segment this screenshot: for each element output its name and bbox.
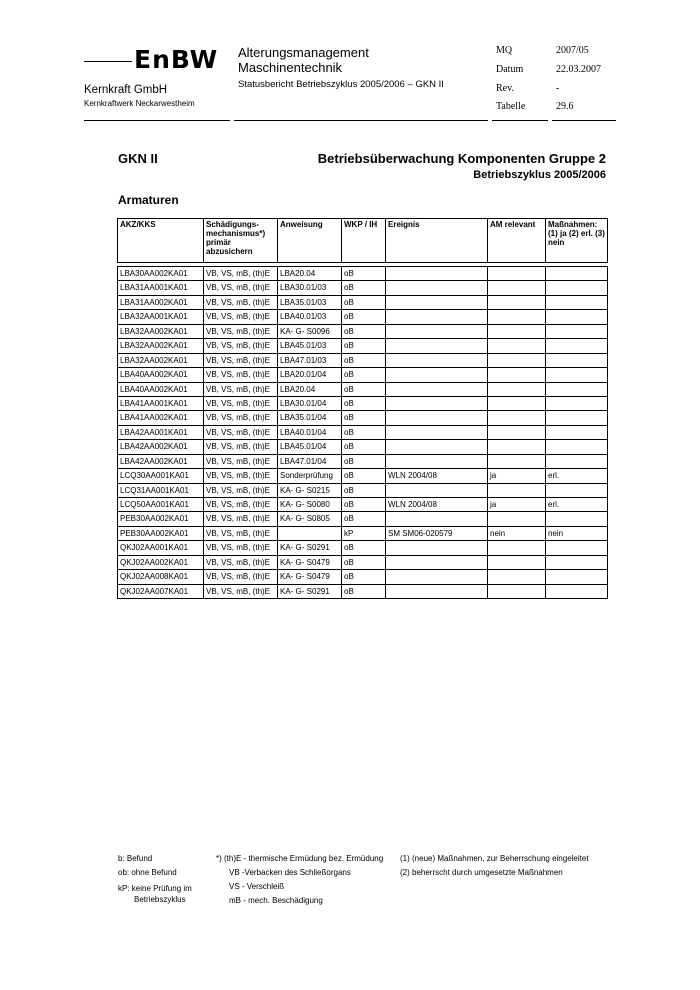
table-cell	[386, 425, 488, 439]
table-cell: oB	[342, 555, 386, 569]
header-divider-2	[234, 120, 488, 121]
table-cell: oB	[342, 483, 386, 497]
table-row	[118, 570, 608, 584]
meta-label-mq: MQ	[496, 45, 513, 56]
table-cell	[278, 526, 342, 540]
table-cell	[488, 281, 546, 295]
table-cell: KA- G- S0215	[278, 483, 342, 497]
table-cell: LBA31AA001KA01	[118, 281, 204, 295]
col-header-am-relevant: AM relevant	[488, 219, 546, 263]
company-name: Kernkraft GmbH	[84, 84, 168, 96]
col-header-wkp: WKP / IH	[342, 219, 386, 263]
table-cell: LCQ31AA001KA01	[118, 483, 204, 497]
table-cell	[386, 281, 488, 295]
table-cell	[488, 483, 546, 497]
table-cell	[546, 411, 608, 425]
table-cell: VB, VS, mB, (th)E	[204, 526, 278, 540]
table-cell: QKJ02AA007KA01	[118, 584, 204, 598]
table-cell: LBA40AA002KA01	[118, 382, 204, 396]
table-cell: LBA45.01/03	[278, 339, 342, 353]
table-cell: oB	[342, 498, 386, 512]
table-cell	[488, 339, 546, 353]
col-header-akz: AKZ/KKS	[118, 219, 204, 263]
header-divider-1	[84, 120, 230, 121]
table-row	[118, 267, 608, 281]
table-cell	[386, 396, 488, 410]
table-cell: LBA30.01/03	[278, 281, 342, 295]
table-row	[118, 483, 608, 497]
table-cell: LBA40AA002KA01	[118, 368, 204, 382]
unit-label: GKN II	[118, 151, 158, 166]
table-cell: oB	[342, 295, 386, 309]
table-row	[118, 498, 608, 512]
table-cell	[488, 396, 546, 410]
legend-item: VS - Verschleiß	[229, 882, 285, 891]
table-cell: oB	[342, 324, 386, 338]
table-cell: LBA32AA002KA01	[118, 324, 204, 338]
section-title: Betriebsüberwachung Komponenten Gruppe 2	[317, 151, 606, 166]
table-cell: PEB30AA002KA01	[118, 526, 204, 540]
table-cell: oB	[342, 310, 386, 324]
header-divider-4	[552, 120, 616, 121]
table-row	[118, 324, 608, 338]
table-cell	[546, 281, 608, 295]
table-cell: Sonderprüfung	[278, 469, 342, 483]
table-cell: oB	[342, 396, 386, 410]
table-row	[118, 353, 608, 367]
components-table	[117, 218, 608, 599]
table-cell	[546, 353, 608, 367]
table-row	[118, 425, 608, 439]
table-cell	[386, 382, 488, 396]
table-cell: LBA41AA001KA01	[118, 396, 204, 410]
table-cell: LBA41AA002KA01	[118, 411, 204, 425]
table-cell: QKJ02AA002KA01	[118, 555, 204, 569]
table-cell	[488, 382, 546, 396]
legend-item: b: Befund	[118, 854, 153, 863]
table-cell	[488, 310, 546, 324]
table-cell: LBA20.04	[278, 382, 342, 396]
table-cell: LBA32AA002KA01	[118, 353, 204, 367]
table-cell: VB, VS, mB, (th)E	[204, 498, 278, 512]
table-cell	[386, 454, 488, 468]
table-cell: KA- G- S0291	[278, 584, 342, 598]
legend-item: Betriebszyklus	[134, 895, 186, 904]
subsection-title: Armaturen	[118, 193, 179, 207]
table-cell: oB	[342, 469, 386, 483]
table-cell: oB	[342, 382, 386, 396]
table-cell: VB, VS, mB, (th)E	[204, 368, 278, 382]
table-cell	[386, 512, 488, 526]
table-cell: VB, VS, mB, (th)E	[204, 396, 278, 410]
table-cell: oB	[342, 267, 386, 281]
table-cell	[488, 295, 546, 309]
table-cell: LBA20.01/04	[278, 368, 342, 382]
legend-item: kP: keine Prüfung im	[118, 884, 192, 893]
table-cell: KA- G- S0479	[278, 555, 342, 569]
table-cell: WLN 2004/08	[386, 498, 488, 512]
legend-item: mB - mech. Beschädigung	[229, 896, 323, 905]
table-cell: oB	[342, 368, 386, 382]
table-cell: oB	[342, 339, 386, 353]
legend-item: (2) beherrscht durch umgesetzte Maßnahmen	[400, 868, 563, 877]
table-cell: VB, VS, mB, (th)E	[204, 584, 278, 598]
logo-line	[84, 61, 132, 62]
meta-value-mq: 2007/05	[556, 45, 589, 56]
table-cell	[546, 570, 608, 584]
table-cell: LBA32AA002KA01	[118, 339, 204, 353]
table-cell	[386, 541, 488, 555]
table-cell: LBA20.04	[278, 267, 342, 281]
table-cell	[386, 368, 488, 382]
table-header-row	[118, 219, 608, 263]
legend-column-1	[118, 852, 192, 905]
table-row	[118, 339, 608, 353]
table-cell: LBA42AA002KA01	[118, 454, 204, 468]
table-cell	[488, 324, 546, 338]
table-cell	[546, 454, 608, 468]
table-cell	[546, 555, 608, 569]
table-cell: LBA35.01/03	[278, 295, 342, 309]
col-header-anweisung: Anweisung	[278, 219, 342, 263]
table-cell	[488, 555, 546, 569]
table-cell: LBA40.01/04	[278, 425, 342, 439]
table-cell	[386, 267, 488, 281]
table-cell	[546, 310, 608, 324]
table-cell	[386, 584, 488, 598]
meta-label-datum: Datum	[496, 64, 524, 75]
table-row	[118, 382, 608, 396]
table-cell: VB, VS, mB, (th)E	[204, 339, 278, 353]
table-cell	[546, 512, 608, 526]
table-cell	[488, 584, 546, 598]
plant-name: Kernkraftwerk Neckarwestheim	[84, 99, 195, 108]
table-row	[118, 469, 608, 483]
table-cell	[488, 570, 546, 584]
table-cell: VB, VS, mB, (th)E	[204, 382, 278, 396]
table-cell	[488, 411, 546, 425]
table-row	[118, 584, 608, 598]
table-cell	[386, 295, 488, 309]
table-cell	[386, 440, 488, 454]
table-row	[118, 396, 608, 410]
table-cell: oB	[342, 512, 386, 526]
table-cell: SM SM06-020579	[386, 526, 488, 540]
table-cell: nein	[488, 526, 546, 540]
table-cell: LBA30.01/04	[278, 396, 342, 410]
meta-value-tabelle: 29.6	[556, 101, 574, 112]
table-cell: WLN 2004/08	[386, 469, 488, 483]
table-cell	[546, 541, 608, 555]
legend-item: (1) (neue) Maßnahmen, zur Beherrschung eingeleitet	[400, 854, 589, 863]
table-cell: VB, VS, mB, (th)E	[204, 295, 278, 309]
doc-title-line1: Alterungsmanagement	[238, 45, 369, 60]
table-cell: LBA40.01/03	[278, 310, 342, 324]
table-cell: QKJ02AA008KA01	[118, 570, 204, 584]
table-cell: VB, VS, mB, (th)E	[204, 512, 278, 526]
table-cell: oB	[342, 454, 386, 468]
table-row	[118, 512, 608, 526]
doc-title-line3: Statusbericht Betriebszyklus 2005/2006 – GKN II	[238, 79, 444, 90]
legend-column-3	[400, 852, 589, 880]
table-cell: KA- G- S0805	[278, 512, 342, 526]
table-cell: LBA42AA001KA01	[118, 425, 204, 439]
table-cell: LBA30AA002KA01	[118, 267, 204, 281]
table-cell	[488, 454, 546, 468]
table-cell: VB, VS, mB, (th)E	[204, 310, 278, 324]
table-cell	[488, 541, 546, 555]
table-cell: VB, VS, mB, (th)E	[204, 440, 278, 454]
table-row	[118, 295, 608, 309]
table-cell: oB	[342, 440, 386, 454]
legend-item: *) (th)E - thermische Ermüdung bez. Ermüdung	[216, 854, 384, 863]
table-cell	[386, 555, 488, 569]
table-cell: VB, VS, mB, (th)E	[204, 555, 278, 569]
table-cell: VB, VS, mB, (th)E	[204, 267, 278, 281]
table-row	[118, 368, 608, 382]
table-cell: ja	[488, 469, 546, 483]
table-cell	[488, 440, 546, 454]
table-cell	[386, 310, 488, 324]
meta-label-tabelle: Tabelle	[496, 101, 526, 112]
table-cell: oB	[342, 425, 386, 439]
table-cell	[386, 324, 488, 338]
table-cell	[546, 368, 608, 382]
table-cell	[488, 368, 546, 382]
legend-column-2	[216, 852, 383, 908]
col-header-ereignis: Ereignis	[386, 219, 488, 263]
table-cell: oB	[342, 584, 386, 598]
table-row	[118, 541, 608, 555]
table-cell: LCQ30AA001KA01	[118, 469, 204, 483]
company-logo: EnBW	[134, 45, 219, 74]
table-cell	[488, 267, 546, 281]
section-subtitle: Betriebszyklus 2005/2006	[473, 169, 606, 181]
table-cell: KA- G- S0096	[278, 324, 342, 338]
table-cell	[386, 411, 488, 425]
table-cell: VB, VS, mB, (th)E	[204, 425, 278, 439]
table-row	[118, 555, 608, 569]
doc-title-line2: Maschinentechnik	[238, 60, 343, 75]
meta-value-rev: -	[556, 83, 560, 94]
table-cell	[546, 425, 608, 439]
table-cell: VB, VS, mB, (th)E	[204, 454, 278, 468]
table-cell: LBA47.01/03	[278, 353, 342, 367]
legend-item: ob: ohne Befund	[118, 868, 177, 877]
table-cell	[546, 440, 608, 454]
table-cell	[386, 483, 488, 497]
table-cell	[546, 396, 608, 410]
table-cell	[546, 382, 608, 396]
table-cell	[386, 570, 488, 584]
table-cell	[546, 483, 608, 497]
table-row	[118, 310, 608, 324]
table-cell: LBA42AA002KA01	[118, 440, 204, 454]
table-cell: VB, VS, mB, (th)E	[204, 324, 278, 338]
table-cell	[546, 324, 608, 338]
table-cell: VB, VS, mB, (th)E	[204, 541, 278, 555]
table-cell	[546, 339, 608, 353]
table-cell: KA- G- S0080	[278, 498, 342, 512]
table-cell: erl.	[546, 469, 608, 483]
table-cell: LBA47.01/04	[278, 454, 342, 468]
table-cell: ja	[488, 498, 546, 512]
table-row	[118, 411, 608, 425]
table-cell	[386, 353, 488, 367]
table-cell: KA- G- S0291	[278, 541, 342, 555]
table-cell	[488, 425, 546, 439]
table-cell: nein	[546, 526, 608, 540]
table-cell: VB, VS, mB, (th)E	[204, 570, 278, 584]
table-cell: VB, VS, mB, (th)E	[204, 469, 278, 483]
table-cell: LBA31AA002KA01	[118, 295, 204, 309]
table-cell: oB	[342, 411, 386, 425]
table-cell	[546, 267, 608, 281]
header-divider-3	[492, 120, 548, 121]
col-header-massnahmen: Maßnahmen: (1) ja (2) erl. (3) nein	[546, 219, 608, 263]
table-cell	[386, 339, 488, 353]
table-cell: oB	[342, 353, 386, 367]
table-cell: VB, VS, mB, (th)E	[204, 483, 278, 497]
table-cell	[488, 353, 546, 367]
table-cell	[546, 295, 608, 309]
table-cell: LCQ50AA001KA01	[118, 498, 204, 512]
table-row	[118, 454, 608, 468]
table-cell: VB, VS, mB, (th)E	[204, 353, 278, 367]
table-cell: VB, VS, mB, (th)E	[204, 411, 278, 425]
table-row	[118, 526, 608, 540]
table-cell: PEB30AA002KA01	[118, 512, 204, 526]
table-body	[118, 267, 608, 599]
table-cell: LBA32AA001KA01	[118, 310, 204, 324]
table-cell	[546, 584, 608, 598]
table-cell: KA- G- S0479	[278, 570, 342, 584]
table-cell: LBA35.01/04	[278, 411, 342, 425]
table-row	[118, 440, 608, 454]
table-row	[118, 281, 608, 295]
table-cell: QKJ02AA001KA01	[118, 541, 204, 555]
meta-label-rev: Rev.	[496, 83, 514, 94]
col-header-mechanism: Schädigungs- mechanismus*) primär abzusichern	[204, 219, 278, 263]
table-cell: oB	[342, 541, 386, 555]
table-cell	[488, 512, 546, 526]
legend-item: VB -Verbacken des Schließorgans	[229, 868, 351, 877]
table-cell: oB	[342, 570, 386, 584]
table-cell: VB, VS, mB, (th)E	[204, 281, 278, 295]
table-cell: oB	[342, 281, 386, 295]
meta-value-datum: 22.03.2007	[556, 64, 601, 75]
table-cell: kP	[342, 526, 386, 540]
table-cell: erl.	[546, 498, 608, 512]
table-cell: LBA45.01/04	[278, 440, 342, 454]
